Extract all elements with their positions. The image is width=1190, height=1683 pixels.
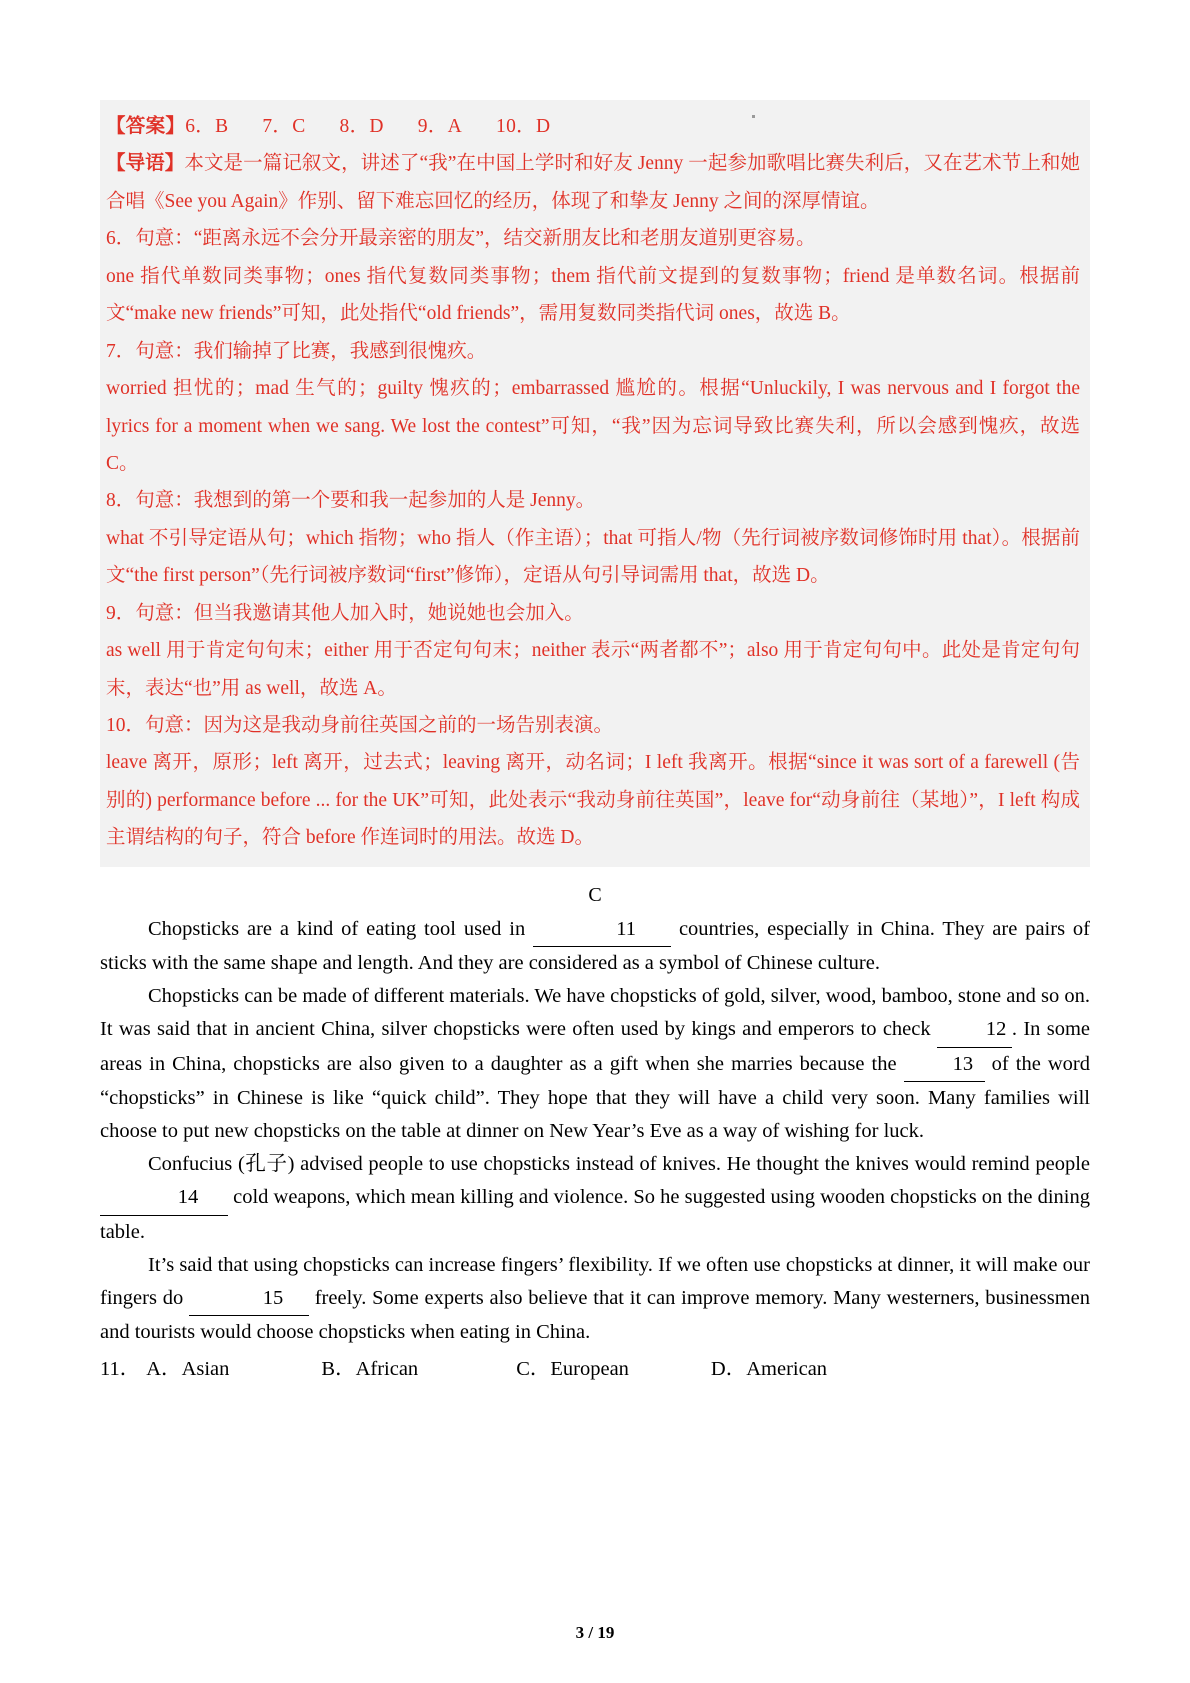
answer-item-8-choice: D <box>369 116 384 137</box>
explanation-8-heading: 8．句意：我想到的第一个要和我一起参加的人是 Jenny。 <box>106 490 596 512</box>
guide-line <box>106 145 1080 220</box>
passage-text: Chopsticks are a kind of eating tool used in <box>148 917 534 940</box>
explanation-9-body: as well 用于肯定句句末；either 用于否定句句末；neither 表示“两者都不”；also 用于肯定句句中。此处是肯定句句末，表达“也”用 as well，故选 A。 <box>106 640 1080 699</box>
answer-item-9-number: 9． <box>417 116 448 137</box>
passage-text: freely. Some experts also believe that it can improve memory. Many westerners, businessmen and tourists would choose chopsticks when eating in China. <box>100 1286 1090 1344</box>
answer-line <box>106 108 1080 145</box>
answer-item-9-choice: A <box>447 116 463 137</box>
question-11-number: 11． <box>100 1358 141 1381</box>
answer-item-10-number: 10． <box>496 116 536 137</box>
answer-label: 【答案】 <box>106 116 186 137</box>
passage-text: of the word “chopsticks” in Chinese is like “quick child”. They hope that they will have a child very soon. Many families will choose to put new chopsticks on the table at dinner on New Year’s Eve as a way of wishing for luck. <box>100 1052 1090 1142</box>
option-b-label: B． <box>321 1358 356 1381</box>
blank-14[interactable]: 14 <box>100 1181 228 1215</box>
passage-paragraph-1 <box>100 913 1090 980</box>
reading-passage <box>100 913 1090 1350</box>
option-a-text: Asian <box>181 1358 230 1381</box>
passage-text: cold weapons, which mean killing and violence. So he suggested using wooden chopsticks on the dining table. <box>100 1186 1090 1243</box>
blank-15[interactable]: 15 <box>189 1282 309 1316</box>
passage-text: countries, especially in China. They are pairs of sticks with the same shape and length. And they are considered as a symbol of Chinese culture. <box>100 917 1090 974</box>
answer-item-7-choice: C <box>292 116 306 137</box>
page-footer: 3 / 19 <box>575 1623 615 1642</box>
answer-item-7-number: 7． <box>262 116 293 137</box>
passage-paragraph-3 <box>100 1148 1090 1249</box>
option-a-label: A． <box>146 1358 182 1381</box>
explanation-10-body: leave 离开，原形；left 离开，过去式；leaving 离开，动名词；I left 我离开。根据“since it was sort of a farewell (告别的) performance before ... for the UK”可知，此处表示“我动身前往英国”，leave for“动身前往（某地）”，I left 构成主谓结构的句子，符合 before 作连词时的用法。故选 D。 <box>106 752 1080 849</box>
passage-text: Chopsticks can be made of different materials. We have chopsticks of gold, silver, wood, bamboo, stone and so on. It was said that in ancient China, silver chopsticks were often used by kings and emperors to check <box>100 985 1090 1041</box>
option-d[interactable] <box>711 1353 827 1386</box>
guide-label: 【导语】 <box>106 153 185 175</box>
option-b[interactable] <box>321 1353 418 1386</box>
passage-text: . In some areas in China, chopsticks are also given to a daughter as a gift when she marries because the <box>100 1018 1090 1075</box>
section-letter-heading: C <box>588 883 602 906</box>
option-b-text: African <box>355 1358 419 1381</box>
blank-12[interactable]: 12 <box>937 1013 1012 1047</box>
blank-11[interactable]: 11 <box>533 913 671 947</box>
answer-item-8-number: 8． <box>339 116 370 137</box>
option-d-label: D． <box>710 1358 747 1381</box>
option-d-text: American <box>746 1358 828 1381</box>
option-c[interactable] <box>516 1353 629 1386</box>
stray-dot-mark <box>752 115 755 118</box>
passage-paragraph-2 <box>100 980 1090 1148</box>
explanation-7-body: worried 担忧的；mad 生气的；guilty 愧疚的；embarrassed 尴尬的。根据“Unluckily, I was nervous and I forgot the lyrics for a moment when we sang. We lost the contest”可知，“我”因为忘词导致比赛失利，所以会感到愧疚，故选 C。 <box>106 378 1080 474</box>
option-c-label: C． <box>516 1358 551 1381</box>
option-c-text: European <box>550 1358 629 1381</box>
answer-explanation-block <box>100 100 1090 867</box>
passage-text: It’s said that using chopsticks can increase fingers’ flexibility. If we often use chopsticks at dinner, it will make our fingers do <box>100 1253 1090 1309</box>
explanation-7-heading: 7．句意：我们输掉了比赛，我感到很愧疚。 <box>106 340 487 362</box>
explanation-10-heading: 10．句意：因为这是我动身前往英国之前的一场告别表演。 <box>106 715 614 736</box>
answer-item-6-number: 6． <box>185 116 216 137</box>
explanation-8-body: what 不引导定语从句；which 指物；who 指人（作主语）；that 可指人/物（先行词被序数词修饰时用 that）。根据前文“the first person”（先行词被序数词“first”修饰），定语从句引导词需用 that，故选 D。 <box>106 527 1080 587</box>
passage-text: Confucius (孔子) advised people to use chopsticks instead of knives. He thought the knives would remind people <box>148 1153 1090 1176</box>
explanation-6-heading: 6．句意：“距离永远不会分开最亲密的朋友”，结交新朋友比和老朋友道别更容易。 <box>106 228 816 250</box>
guide-text: 本文是一篇记叙文，讲述了“我”在中国上学时和好友 Jenny 一起参加歌唱比赛失利后，又在艺术节上和她合唱《See you Again》作别、留下难忘回忆的经历，体现了和挚友 Jenny 之间的深厚情谊。 <box>106 153 1080 212</box>
question-11-options-row <box>100 1353 1090 1386</box>
answer-item-10-choice: D <box>535 116 551 137</box>
explanation-9-heading: 9．句意：但当我邀请其他人加入时，她说她也会加入。 <box>106 602 584 624</box>
blank-13[interactable]: 13 <box>904 1048 985 1082</box>
explanation-6-body: one 指代单数同类事物；ones 指代复数同类事物；them 指代前文提到的复数事物；friend 是单数名词。根据前文“make new friends”可知，此处指代“old friends”，需用复数同类指代词 ones，故选 B。 <box>106 265 1080 325</box>
passage-paragraph-4 <box>100 1249 1090 1350</box>
option-a[interactable] <box>146 1353 229 1386</box>
answer-item-6-choice: B <box>215 116 229 137</box>
